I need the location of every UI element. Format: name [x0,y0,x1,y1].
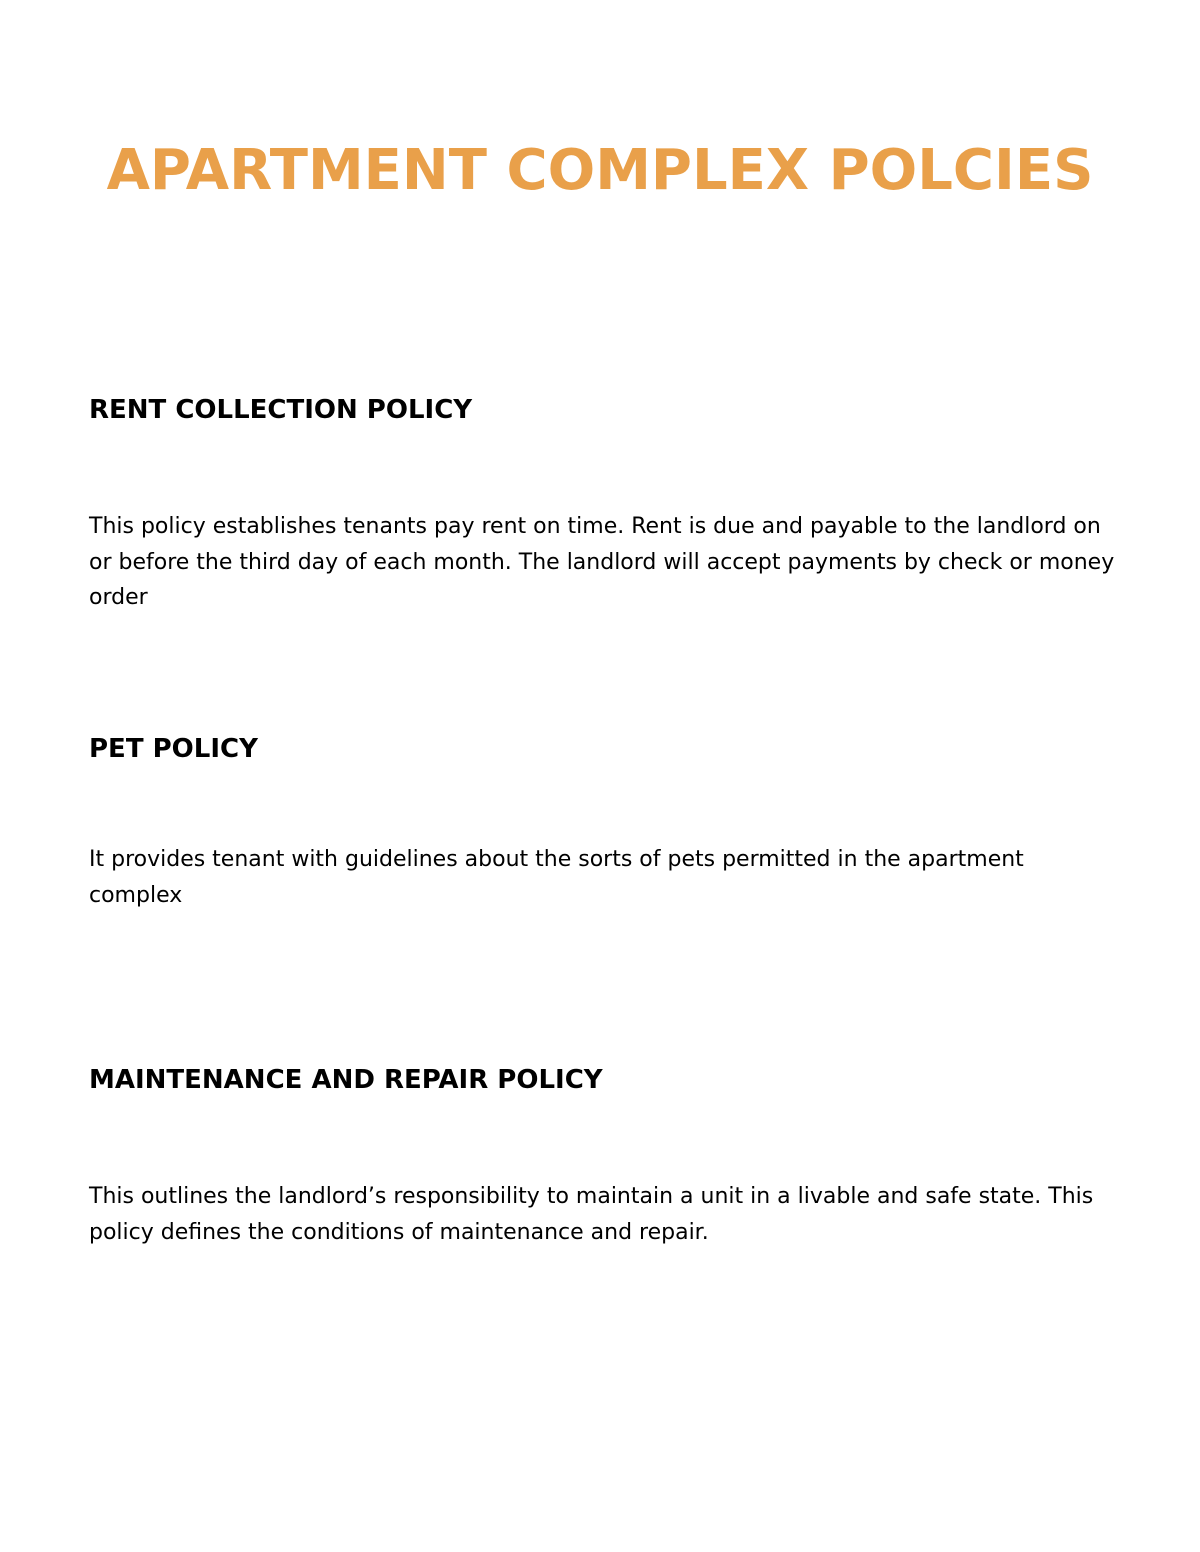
section-heading-rent: RENT COLLECTION POLICY [89,395,473,425]
section-heading-pet: PET POLICY [89,734,258,764]
section-body-maintenance: This outlines the landlord’s responsibility to maintain a unit in a livable and safe state. This policy defines the conditions of maintenance and repair. [89,1184,1094,1245]
section-body-rent: This policy establishes tenants pay rent on time. Rent is due and payable to the landlord on or before the third day of each month. The landlord will accept payments by check or money order [89,514,1115,610]
page-title: APARTMENT COMPLEX POLCIES [106,138,1094,203]
section-body-pet: It provides tenant with guidelines about the sorts of pets permitted in the apartment complex [89,847,1024,908]
section-heading-maintenance: MAINTENANCE AND REPAIR POLICY [89,1065,603,1095]
